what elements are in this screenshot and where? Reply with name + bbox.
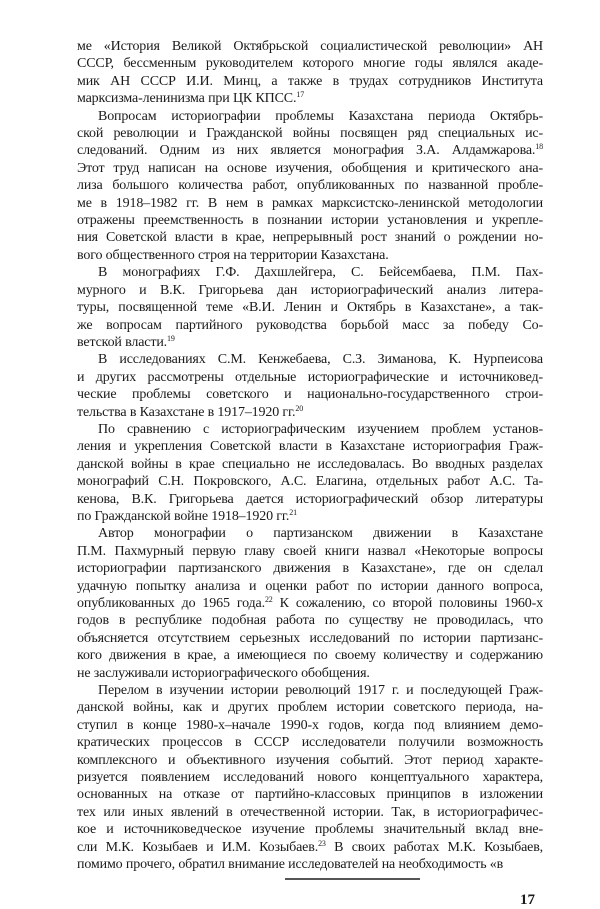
text-line: следований. Одним из них является монография З.А. Алдамжарова.$^{18}$ [77,142,543,159]
footnote-mark: 17 [296,90,305,100]
paragraph [77,38,543,108]
text-line: ризуется появлением исследований нового концептуального характера, [77,770,543,786]
footnote-mark: 21 [289,507,297,517]
text-line: СССР, бессменным руководителем которого многие годы являлся акаде- [77,56,543,72]
decorative-rule [285,878,420,880]
text-line: ветской власти.$^{19}$ [77,333,175,350]
text-line: кратических процессов в СССР исследователи получили возможность [77,735,543,751]
text-line: отражены преемственность в познании истории установления и укрепле- [77,213,543,229]
text-line: же вопросам партийного руководства борьбой масс за победу Со- [77,317,543,333]
paragraph [77,421,543,525]
text-line: В исследованиях С.М. Кенжебаева, С.З. Зиманова, К. Нурпеисова [98,352,543,368]
paragraph [77,351,543,421]
text-line: ской революции и Гражданской войны посвящен ряд специальных ис- [77,126,543,142]
footnote-mark: 20 [295,403,304,413]
text-line: Перелом в изучении истории революций 1917 г. и последующей Граж- [98,683,543,699]
text-line: кого движения в крае, а имеющиеся по своему количеству и содержанию [77,648,543,664]
text-line: монографий С.Н. Покровского, А.С. Елагина, отдельных работ А.С. Та- [77,474,543,490]
text-line: объясняется отсутствием серьезных исследований по истории партизанс- [77,630,543,646]
text-line: П.М. Пахмурный первую главу своей книги назвал «Некоторые вопросы [77,543,543,559]
text-line: туры, посвященной теме «В.И. Ленин и Октябрь в Казахстане», а так- [77,300,543,316]
text-line: Автор монографии о партизанском движении в Казахстане [98,526,543,542]
page-body-text [77,38,543,874]
text-line: опубликованных до 1965 года.$^{22}$ К сожалению, со второй половины 1960-х [77,595,543,611]
footnote-mark: 23 [318,838,326,848]
text-line: по Гражданской войне 1918–1920 гг.$^{21}$ [77,507,297,524]
text-line: мурного и В.К. Григорьева дан историографический анализ литера- [77,282,543,298]
text-line: не заслуживали историографического обобщения. [77,665,370,681]
text-line: ме «История Великой Октябрьской социалистической революции» АН [77,39,543,54]
paragraph [77,108,543,265]
text-line: кое и источниковедческое изучение проблемы значительный вклад вне- [77,822,543,838]
text-line: данской войны в крае специально не исследовалась. Во вводных разделах [77,456,543,472]
text-line: ступил в конце 1980-х–начале 1990-х годов, когда под влиянием демо- [77,717,543,733]
text-line: мик АН СССР И.И. Минц, а также в трудах сотрудников Института [77,73,543,89]
text-line: основанных на отказе от партийно-классовых принципов в изложении [77,787,543,803]
text-line: комплексного и объективного изучения событий. Этот период характе- [77,752,543,768]
text-line: годов в республике подобная работа по существу не проводилась, что [77,613,543,629]
text-line: кенова, В.К. Григорьева дается историографический обзор литературы [77,491,543,507]
text-line: тельства в Казахстане в 1917–1920 гг.$^{20}$ [77,403,304,420]
text-line: Вопросам историографии проблемы Казахстана периода Октябрь- [98,108,543,124]
text-line: и других рассмотрены отдельные историографические и источниковед- [77,369,543,385]
footnote-mark: 18 [535,142,543,152]
text-line: ме в 1918–1982 гг. В нем в рамках марксистско-ленинской методологии [77,195,543,211]
paragraph [77,264,543,351]
page-number: 17 [520,892,535,908]
text-line: историографии партизанского движения в Казахстане», где он сделал [77,561,543,577]
text-line: удачную попытку анализа и оценки работ по истории данного вопроса, [77,578,543,594]
text-line: Этот труд написан на основе изучения, обобщения и критического ана- [77,160,543,176]
text-line: лиза большого количества работ, опубликованных по названной пробле- [77,178,543,194]
text-line: сли М.К. Козыбаев и И.М. Козыбаев.$^{23}$ В своих работах М.К. Козыбаев, [77,838,544,855]
footnote-mark: 22 [264,595,273,604]
text-line: ческие проблемы советского и национально-государственного строи- [77,387,543,403]
text-line: вого общественного строя на территории Казахстана. [77,247,389,263]
text-line: ния Советской власти в крае, непрерывный рост знаний о рождении но- [77,230,543,246]
text-line: данской войны, как и других проблем истории советского периода, на- [77,700,543,716]
text-line: По сравнению с историографическим изучением проблем установ- [98,421,543,437]
footnote-mark: 19 [167,333,175,343]
text-line: тех или иных явлений в отечественной истории. Так, в историографичес- [77,804,543,820]
paragraph [77,525,543,682]
text-line: помимо прочего, обратил внимание исследователей на необходимость «в [77,857,504,873]
text-line: В монографиях Г.Ф. Дахшлейгера, С. Бейсембаева, П.М. Пах- [98,265,543,281]
text-line: ления и укрепления Советской власти в Казахстане историография Граж- [77,439,543,455]
paragraph [77,682,543,873]
text-line: марксизма-ленинизма при ЦК КПСС.$^{17}$ [77,90,305,107]
